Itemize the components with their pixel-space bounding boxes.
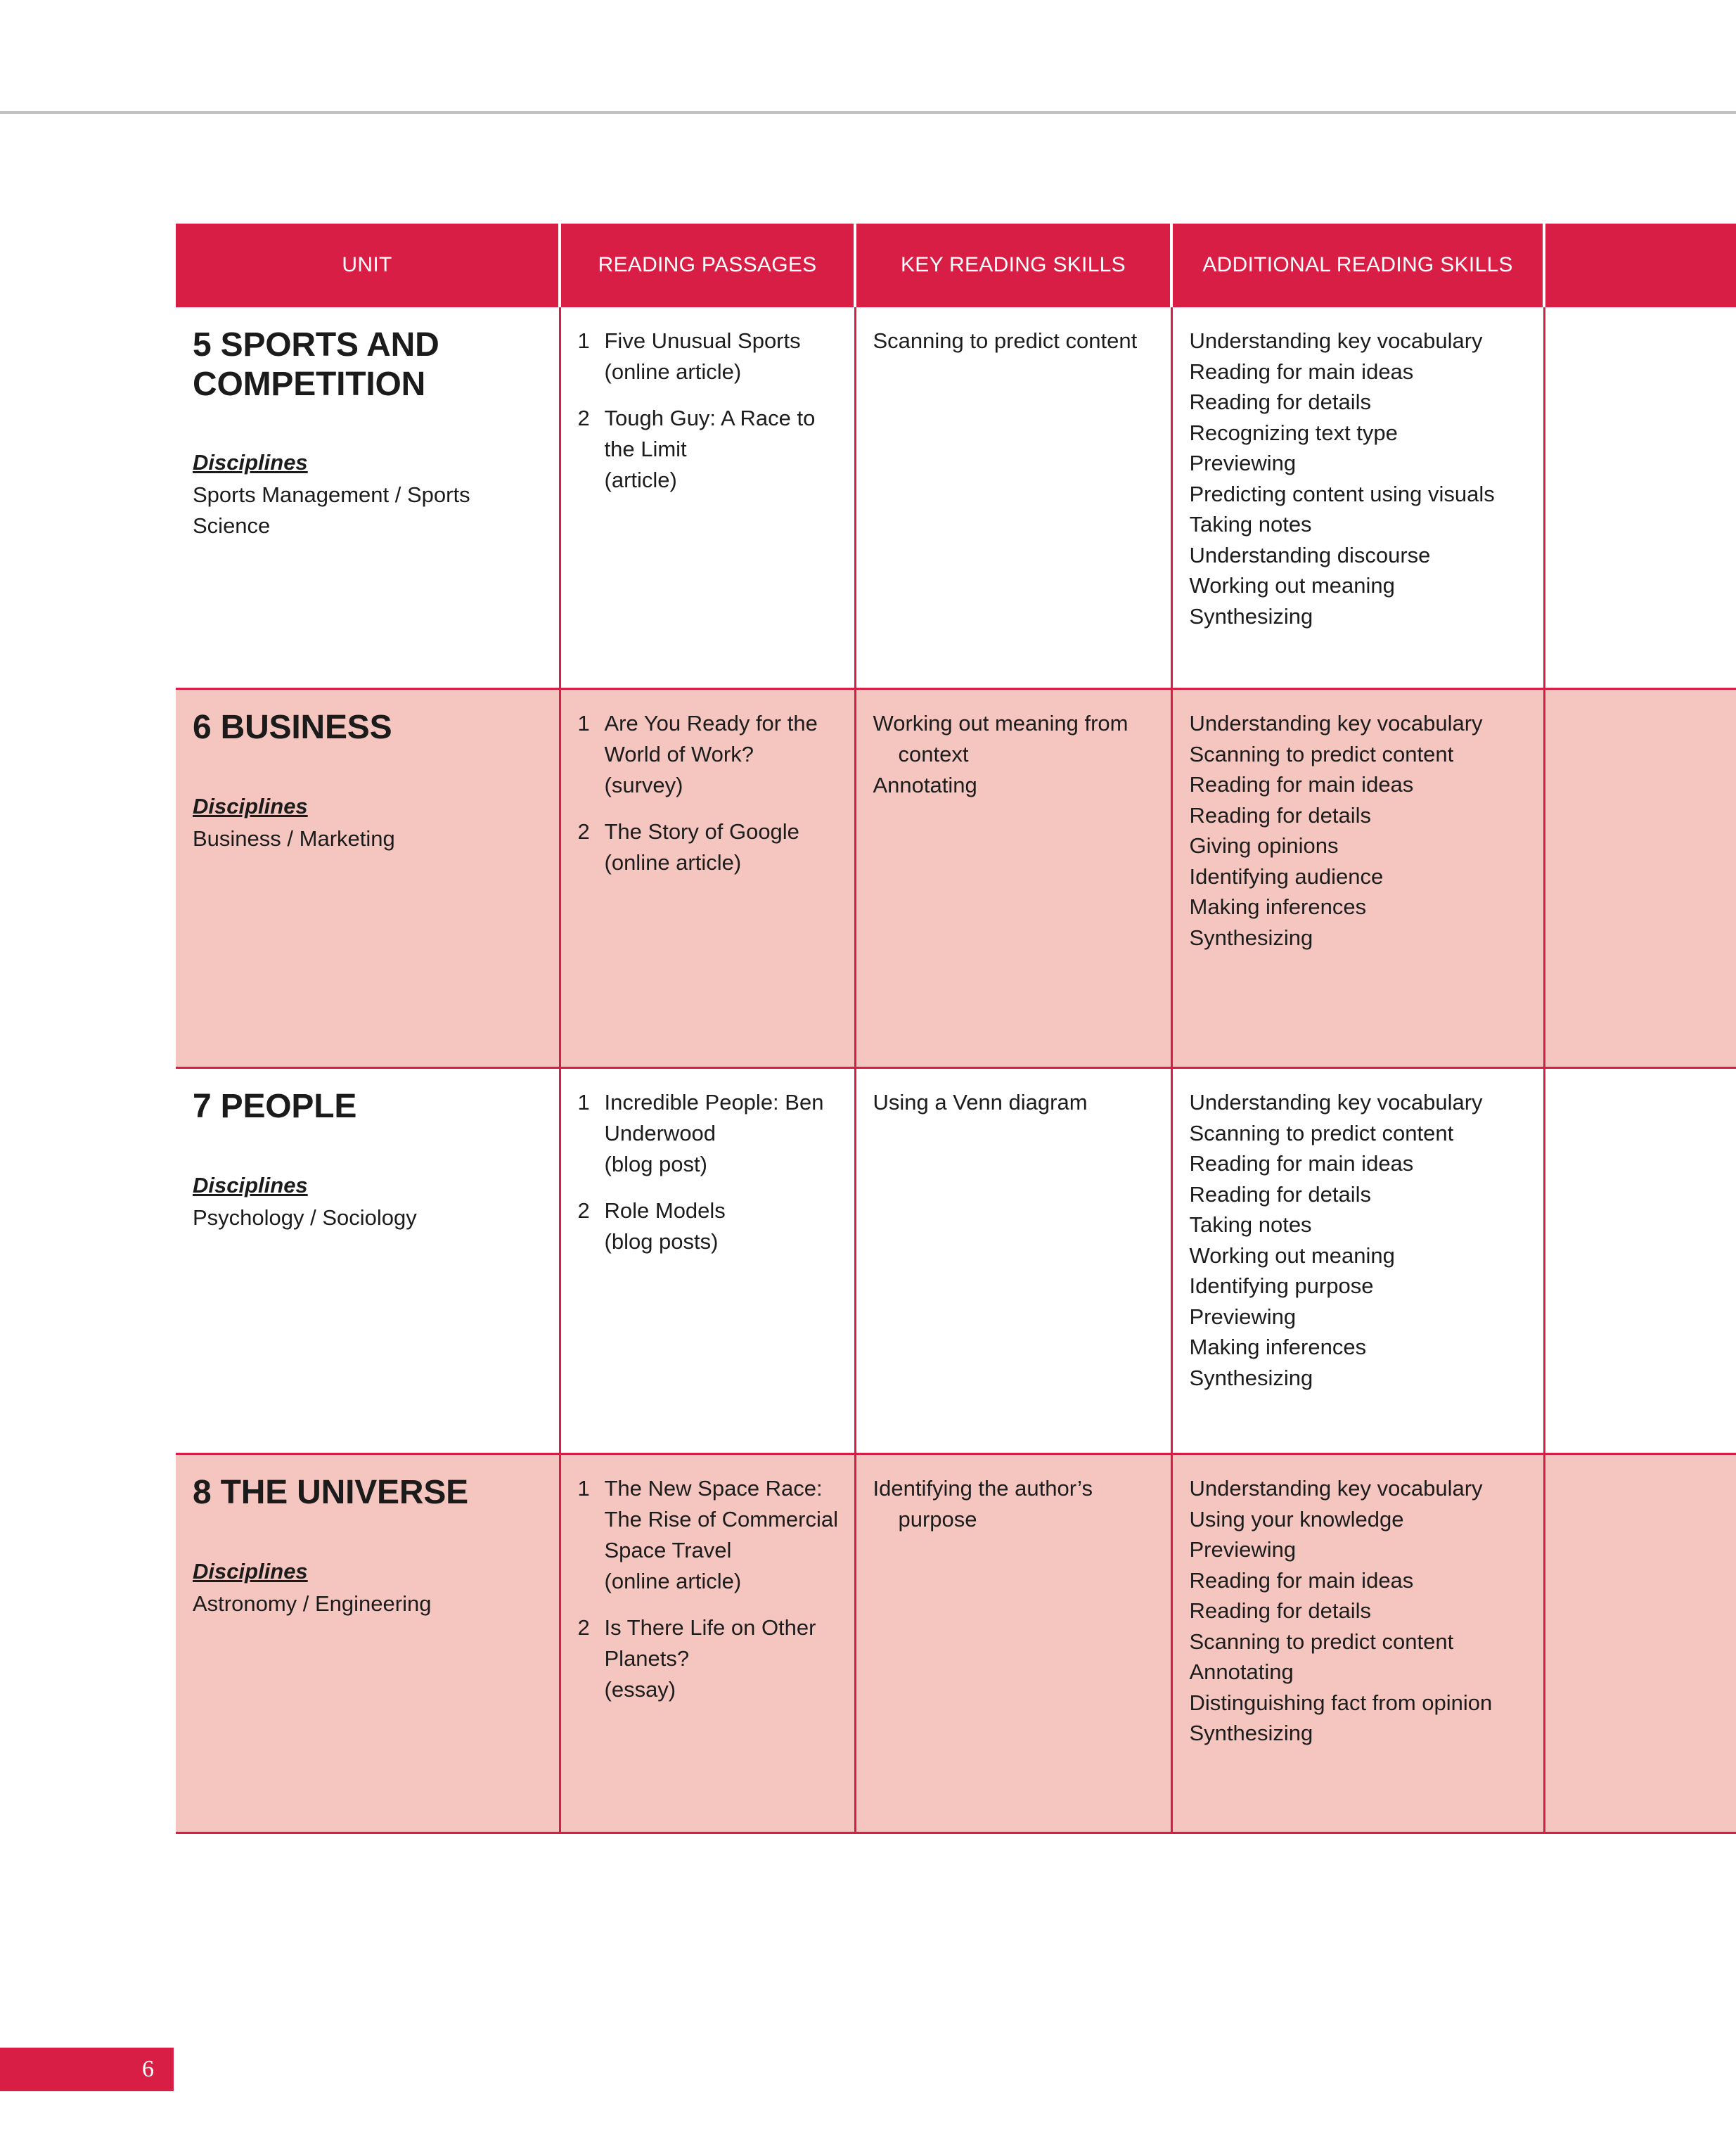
list-item: Identifying audience [1189, 863, 1384, 889]
list-item: Reading for details [1189, 1181, 1371, 1207]
unit-title: 7 PEOPLE [193, 1088, 357, 1125]
passage-list [578, 1087, 839, 1257]
list-item [578, 1612, 839, 1705]
list-item: Scanning to predict content [1189, 1629, 1454, 1654]
unit-cell [176, 689, 560, 1068]
additional-skill-list [1190, 1087, 1528, 1393]
disciplines-value: Business / Marketing [193, 826, 395, 851]
key-skill-list [873, 326, 1155, 357]
key-skill-list [873, 708, 1155, 801]
list-item: Taking notes [1189, 1212, 1312, 1238]
list-item [578, 708, 839, 801]
table-body [176, 307, 1736, 1833]
list-item: Giving opinions [1189, 833, 1339, 859]
list-item: Using your knowledge [1189, 1506, 1404, 1532]
table-header-row [176, 224, 1736, 307]
list-item: Reading for details [1189, 802, 1371, 828]
column-header-key-reading-skills: KEY READING SKILLS [855, 224, 1171, 307]
passage-type: (blog posts) [604, 1229, 719, 1254]
key-reading-skills-cell [855, 1454, 1171, 1833]
extra-cell [1544, 1068, 1736, 1454]
scope-and-sequence-table [176, 224, 1736, 1834]
additional-skill-list [1190, 708, 1528, 953]
additional-skill-list [1190, 1473, 1528, 1749]
passage-number: 1 [577, 711, 590, 736]
list-item: Making inferences [1189, 894, 1367, 920]
list-item [578, 1195, 839, 1257]
list-item: Annotating [873, 773, 977, 798]
passage-title: The Story of Google [604, 819, 799, 845]
table-row [176, 1068, 1736, 1454]
list-item: Scanning to predict content [873, 328, 1138, 353]
additional-reading-skills-cell [1171, 1454, 1544, 1833]
disciplines-value: Psychology / Sociology [193, 1205, 417, 1230]
passage-list [578, 708, 839, 878]
list-item [578, 403, 839, 496]
list-item: Predicting content using visuals [1189, 481, 1495, 506]
additional-reading-skills-cell [1171, 689, 1544, 1068]
list-item: Understanding key vocabulary [1189, 1476, 1483, 1501]
additional-reading-skills-cell [1171, 1068, 1544, 1454]
key-skill-list [873, 1087, 1155, 1118]
list-item: Previewing [1189, 1304, 1297, 1329]
reading-passages-cell [560, 1068, 855, 1454]
key-skill-list [873, 1473, 1155, 1535]
list-item: Identifying the author’s purpose [873, 1476, 1093, 1532]
passage-number: 2 [577, 1615, 590, 1640]
list-item: Working out meaning [1189, 1243, 1395, 1268]
list-item: Reading for details [1189, 1598, 1371, 1624]
extra-cell [1544, 1454, 1736, 1833]
list-item: Reading for main ideas [1189, 1151, 1414, 1176]
list-item [578, 326, 839, 387]
passage-title: Five Unusual Sports [604, 328, 801, 353]
passage-type: (online article) [604, 1569, 742, 1594]
list-item: Reading for details [1189, 390, 1371, 415]
passage-type: (online article) [604, 850, 742, 875]
disciplines-value: Astronomy / Engineering [193, 1591, 432, 1616]
list-item [578, 1087, 839, 1180]
reading-passages-cell [560, 1454, 855, 1833]
key-reading-skills-cell [855, 1068, 1171, 1454]
column-header-additional-reading-skills: ADDITIONAL READING SKILLS [1171, 224, 1544, 307]
list-item [578, 816, 839, 878]
list-item: Working out meaning from context [873, 711, 1129, 767]
list-item: Recognizing text type [1189, 420, 1398, 445]
disciplines-value: Sports Management / Sports Science [193, 482, 470, 539]
list-item: Understanding key vocabulary [1189, 328, 1483, 353]
column-header-extra [1544, 224, 1736, 307]
list-item: Synthesizing [1189, 925, 1313, 950]
reading-passages-cell [560, 307, 855, 689]
unit-title: 8 THE UNIVERSE [193, 1474, 468, 1511]
unit-title: 6 BUSINESS [193, 709, 392, 746]
extra-cell [1544, 689, 1736, 1068]
extra-cell [1544, 307, 1736, 689]
passage-type: (essay) [604, 1677, 676, 1702]
table-row [176, 689, 1736, 1068]
passage-number: 1 [577, 328, 590, 353]
passage-number: 1 [577, 1476, 590, 1501]
passage-title: Is There Life on Other Planets? [604, 1615, 816, 1671]
list-item: Making inferences [1189, 1335, 1367, 1360]
list-item: Using a Venn diagram [873, 1090, 1088, 1115]
list-item: Understanding key vocabulary [1189, 1090, 1483, 1115]
passage-title: Are You Ready for the World of Work? [604, 711, 818, 767]
unit-title: 5 SPORTS AND COMPETITION [193, 326, 439, 403]
passage-type: (online article) [604, 359, 742, 385]
passage-list [578, 1473, 839, 1705]
disciplines-label: Disciplines [193, 1558, 308, 1584]
passage-title: Role Models [604, 1198, 726, 1224]
passage-list [578, 326, 839, 496]
key-reading-skills-cell [855, 307, 1171, 689]
list-item: Reading for main ideas [1189, 1567, 1414, 1593]
passage-number: 2 [577, 1198, 590, 1224]
page-footer-bar [0, 2048, 174, 2091]
passage-number: 2 [577, 406, 590, 431]
unit-cell [176, 1068, 560, 1454]
disciplines-label: Disciplines [193, 793, 308, 818]
passage-type: (article) [604, 468, 677, 493]
list-item: Synthesizing [1189, 1721, 1313, 1746]
list-item: Scanning to predict content [1189, 741, 1454, 766]
list-item: Identifying purpose [1189, 1273, 1374, 1299]
list-item [578, 1473, 839, 1597]
disciplines-label: Disciplines [193, 1172, 308, 1198]
list-item: Previewing [1189, 451, 1297, 476]
passage-title: The New Space Race: The Rise of Commercial Space Travel [604, 1476, 838, 1563]
passage-number: 2 [577, 819, 590, 845]
table-row [176, 1454, 1736, 1833]
list-item: Synthesizing [1189, 603, 1313, 629]
unit-cell [176, 1454, 560, 1833]
passage-title: Incredible People: Ben Underwood [604, 1090, 824, 1146]
list-item: Understanding key vocabulary [1189, 711, 1483, 736]
page-top-rule [0, 111, 1736, 114]
unit-cell [176, 307, 560, 689]
list-item: Distinguishing fact from opinion [1189, 1690, 1493, 1715]
list-item: Scanning to predict content [1189, 1120, 1454, 1145]
table-row [176, 307, 1736, 689]
key-reading-skills-cell [855, 689, 1171, 1068]
passage-title: Tough Guy: A Race to the Limit [604, 406, 816, 462]
column-header-unit: UNIT [176, 224, 560, 307]
passage-type: (blog post) [604, 1152, 707, 1177]
list-item: Synthesizing [1189, 1365, 1313, 1390]
list-item: Reading for main ideas [1189, 772, 1414, 797]
page-number: 6 [142, 2056, 154, 2082]
passage-number: 1 [577, 1090, 590, 1115]
additional-skill-list [1190, 326, 1528, 631]
column-header-reading-passages: READING PASSAGES [560, 224, 855, 307]
list-item: Working out meaning [1189, 573, 1395, 598]
list-item: Previewing [1189, 1537, 1297, 1562]
table-header [176, 224, 1736, 307]
list-item: Understanding discourse [1189, 542, 1431, 567]
passage-type: (survey) [604, 773, 683, 798]
list-item: Annotating [1189, 1659, 1294, 1685]
additional-reading-skills-cell [1171, 307, 1544, 689]
list-item: Reading for main ideas [1189, 359, 1414, 384]
list-item: Taking notes [1189, 512, 1312, 537]
reading-passages-cell [560, 689, 855, 1068]
disciplines-label: Disciplines [193, 450, 308, 475]
